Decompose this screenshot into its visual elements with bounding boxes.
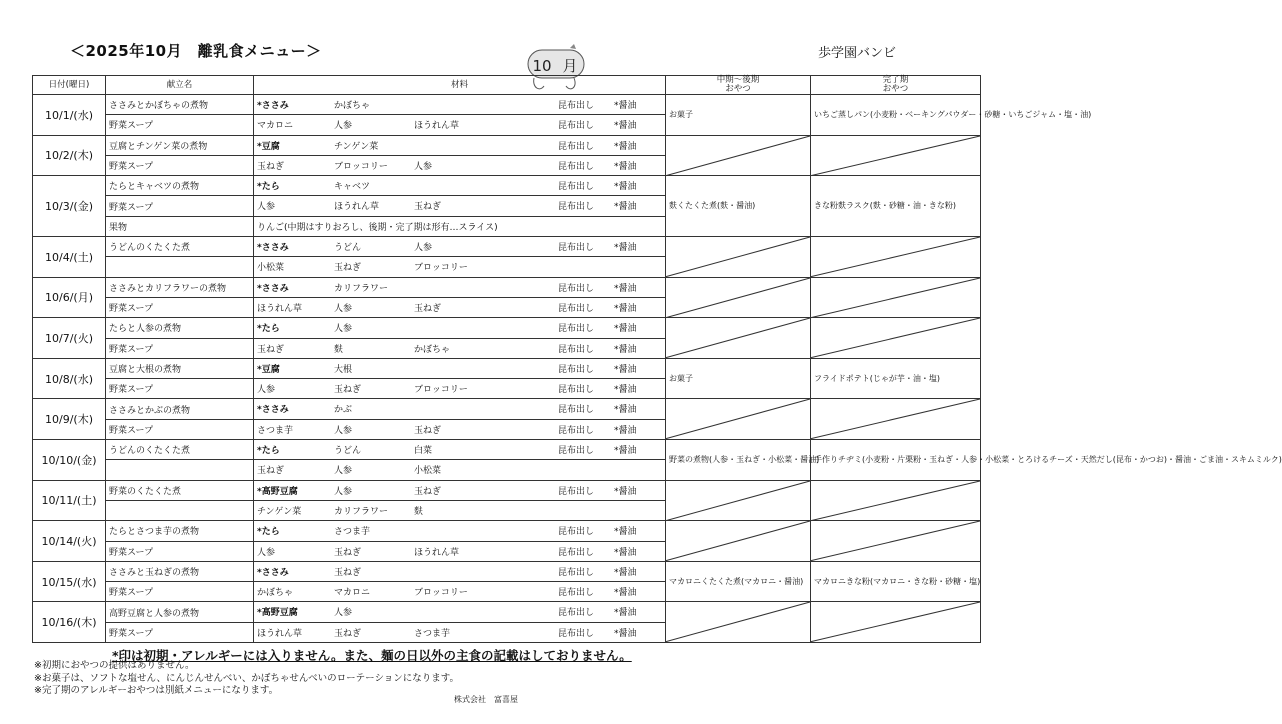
ingredient: 玉ねぎ bbox=[257, 466, 285, 477]
mid-snack-empty bbox=[666, 602, 811, 643]
seasoning-label: *醤油 bbox=[614, 202, 637, 213]
ingredient: 玉ねぎ bbox=[414, 486, 442, 497]
ingredients-cell bbox=[254, 318, 666, 338]
ingredient: カリフラワー bbox=[334, 283, 389, 294]
diagonal-line bbox=[666, 602, 810, 642]
ingredient: *たら bbox=[257, 324, 280, 335]
mid-snack-cell: お菓子 bbox=[666, 358, 811, 399]
ingredient: 人参 bbox=[257, 547, 276, 558]
ingredients-cell bbox=[254, 561, 666, 581]
dish-cell: 野菜スープ bbox=[106, 379, 254, 399]
ingredients-cell bbox=[254, 216, 666, 236]
diagonal-line bbox=[666, 237, 810, 277]
ingredient: ブロッコリー bbox=[414, 263, 468, 274]
ingredient: 人参 bbox=[257, 202, 276, 213]
mid-snack-empty bbox=[666, 521, 811, 562]
school-name: 歩学園バンビ bbox=[818, 46, 897, 61]
table-row bbox=[33, 318, 981, 338]
ingredient: 麩 bbox=[414, 506, 424, 517]
ingredient: *ささみ bbox=[257, 567, 289, 578]
seasoning-label: *醤油 bbox=[614, 364, 637, 375]
ingredient: かぼちゃ bbox=[334, 101, 371, 111]
dish-cell: 野菜のくたくた煮 bbox=[106, 480, 254, 500]
ingredient: 玉ねぎ bbox=[414, 202, 442, 213]
ingredients-cell bbox=[254, 115, 666, 135]
ingredient: さつま芋 bbox=[257, 425, 294, 436]
dish-cell: 豆腐とチンゲン菜の煮物 bbox=[106, 135, 254, 155]
dish-cell: 野菜スープ bbox=[106, 196, 254, 216]
ingredient: 人参 bbox=[334, 425, 353, 436]
date-cell: 10/11/(土) bbox=[33, 480, 106, 521]
seasoning-label: *醤油 bbox=[614, 527, 637, 538]
seasoning-label: *醤油 bbox=[614, 567, 637, 578]
ingredient: 玉ねぎ bbox=[334, 263, 362, 274]
badge-unit: 月 bbox=[562, 57, 578, 75]
diagonal-line bbox=[811, 318, 980, 358]
seasoning-label: *醤油 bbox=[614, 385, 637, 396]
ingredients-cell bbox=[254, 155, 666, 175]
seasoning-label: *醤油 bbox=[614, 303, 637, 314]
seasoning-label: *醤油 bbox=[614, 101, 637, 111]
table-row bbox=[33, 135, 981, 155]
mid-snack-cell: 麩くたくた煮(麩・醤油) bbox=[666, 176, 811, 237]
stock-label: 昆布出し bbox=[558, 283, 595, 294]
ingredient: *ささみ bbox=[257, 405, 289, 416]
late-snack-empty bbox=[811, 521, 981, 562]
ingredient: 玉ねぎ bbox=[414, 303, 442, 314]
ingredient: 玉ねぎ bbox=[334, 628, 362, 639]
ingredient: 人参 bbox=[334, 466, 353, 477]
date-cell: 10/9/(木) bbox=[33, 399, 106, 440]
ingredients-cell bbox=[254, 500, 666, 520]
stock-label: 昆布出し bbox=[558, 324, 595, 335]
stock-label: 昆布出し bbox=[558, 486, 595, 497]
seasoning-label: *醤油 bbox=[614, 141, 637, 152]
mid-snack-empty bbox=[666, 277, 811, 318]
ingredient: *高野豆腐 bbox=[257, 608, 298, 619]
stock-label: 昆布出し bbox=[558, 425, 595, 436]
notes-list bbox=[34, 660, 459, 698]
dish-cell: 野菜スープ bbox=[106, 155, 254, 175]
ingredients-cell bbox=[254, 297, 666, 317]
seasoning-label: *醤油 bbox=[614, 283, 637, 294]
stock-label: 昆布出し bbox=[558, 608, 595, 619]
ingredients-cell bbox=[254, 95, 666, 115]
stock-label: 昆布出し bbox=[558, 364, 595, 375]
ingredients-cell bbox=[254, 379, 666, 399]
ingredients-cell bbox=[254, 257, 666, 277]
late-snack-empty bbox=[811, 399, 981, 440]
mid-snack-empty bbox=[666, 318, 811, 359]
dish-cell bbox=[106, 257, 254, 277]
note-item: ※完了期のアレルギーおやつは別紙メニューになります。 bbox=[34, 685, 279, 696]
ingredient: さつま芋 bbox=[334, 527, 371, 538]
ingredient: ブロッコリー bbox=[414, 588, 468, 599]
seasoning-label: *醤油 bbox=[614, 608, 637, 619]
dish-cell: 野菜スープ bbox=[106, 582, 254, 602]
diagonal-line bbox=[666, 318, 810, 358]
date-cell: 10/2/(木) bbox=[33, 135, 106, 176]
header-ingredients: 材料 bbox=[254, 76, 666, 95]
stock-label: 昆布出し bbox=[558, 547, 595, 558]
stock-label: 昆布出し bbox=[558, 101, 595, 111]
late-snack-empty bbox=[811, 602, 981, 643]
mid-snack-cell: 野菜の煮物(人参・玉ねぎ・小松菜・醤油) bbox=[666, 440, 811, 481]
ingredient: *ささみ bbox=[257, 243, 289, 254]
dish-cell: うどんのくたくた煮 bbox=[106, 440, 254, 460]
seasoning-label: *醤油 bbox=[614, 324, 637, 335]
ingredient: *豆腐 bbox=[257, 141, 280, 152]
dish-cell bbox=[106, 500, 254, 520]
date-cell: 10/10/(金) bbox=[33, 440, 106, 481]
ingredient: *たら bbox=[257, 182, 280, 193]
ingredients-cell bbox=[254, 277, 666, 297]
ingredient: *ささみ bbox=[257, 101, 289, 111]
stock-label: 昆布出し bbox=[558, 121, 595, 132]
table-row bbox=[33, 237, 981, 257]
ingredients-cell bbox=[254, 358, 666, 378]
ingredient: チンゲン菜 bbox=[334, 141, 379, 152]
diagonal-line bbox=[811, 399, 980, 439]
dish-cell: たらと人参の煮物 bbox=[106, 318, 254, 338]
table-row bbox=[33, 358, 981, 378]
date-cell: 10/4/(土) bbox=[33, 237, 106, 278]
stock-label: 昆布出し bbox=[558, 385, 595, 396]
mid-snack-empty bbox=[666, 480, 811, 521]
ingredient: 小松菜 bbox=[257, 263, 285, 274]
ingredients-cell bbox=[254, 176, 666, 196]
dish-cell: 野菜スープ bbox=[106, 541, 254, 561]
seasoning-label: *醤油 bbox=[614, 405, 637, 416]
ingredient: チンゲン菜 bbox=[257, 506, 302, 517]
ingredient: 玉ねぎ bbox=[414, 425, 442, 436]
stock-label: 昆布出し bbox=[558, 344, 595, 355]
menu-table bbox=[32, 75, 1282, 643]
note-item: ※初期におやつの提供はありません。 bbox=[34, 660, 195, 671]
ingredient: ほうれん草 bbox=[334, 202, 380, 213]
stock-label: 昆布出し bbox=[558, 588, 595, 599]
diagonal-line bbox=[666, 278, 810, 318]
page-title: ＜2025年10月 離乳食メニュー＞ bbox=[70, 42, 322, 60]
mid-snack-empty bbox=[666, 135, 811, 176]
ingredient: 人参 bbox=[334, 608, 353, 619]
ingredient: ほうれん草 bbox=[257, 628, 303, 639]
dish-cell: 野菜スープ bbox=[106, 419, 254, 439]
ingredient: ブロッコリー bbox=[414, 385, 468, 396]
ingredient: *たら bbox=[257, 446, 280, 457]
ingredient: 人参 bbox=[257, 385, 276, 396]
ingredient: 玉ねぎ bbox=[334, 567, 362, 578]
dish-cell: 野菜スープ bbox=[106, 115, 254, 135]
diagonal-line bbox=[811, 602, 980, 642]
late-snack-cell: きな粉麩ラスク(麩・砂糖・油・きな粉) bbox=[811, 176, 981, 237]
ingredient: *ささみ bbox=[257, 283, 289, 294]
table-row bbox=[33, 95, 981, 115]
late-snack-cell: マカロニきな粉(マカロニ・きな粉・砂糖・塩) bbox=[811, 561, 981, 602]
ingredient: かぶ bbox=[334, 405, 353, 416]
seasoning-label: *醤油 bbox=[614, 425, 637, 436]
dish-cell: ささみとかぼちゃの煮物 bbox=[106, 95, 254, 115]
ingredients-cell bbox=[254, 521, 666, 541]
seasoning-label: *醤油 bbox=[614, 486, 637, 497]
ingredient: 人参 bbox=[334, 486, 353, 497]
stock-label: 昆布出し bbox=[558, 182, 595, 193]
header-dish: 献立名 bbox=[106, 76, 254, 95]
date-cell: 10/7/(火) bbox=[33, 318, 106, 359]
ingredient: 人参 bbox=[414, 161, 433, 172]
ingredient: *高野豆腐 bbox=[257, 486, 298, 497]
table-row bbox=[33, 521, 981, 541]
diagonal-line bbox=[811, 481, 980, 521]
diagonal-line bbox=[811, 237, 980, 277]
mid-snack-cell: お菓子 bbox=[666, 95, 811, 136]
seasoning-label: *醤油 bbox=[614, 588, 637, 599]
ingredient: かぼちゃ bbox=[257, 588, 294, 599]
diagonal-line bbox=[811, 136, 980, 176]
ingredient: *たら bbox=[257, 527, 280, 538]
ingredient: 麩 bbox=[334, 344, 344, 355]
table-row bbox=[33, 440, 981, 460]
date-cell: 10/16/(木) bbox=[33, 602, 106, 643]
dish-cell: たらとさつま芋の煮物 bbox=[106, 521, 254, 541]
seasoning-label: *醤油 bbox=[614, 243, 637, 254]
ingredient: 大根 bbox=[334, 364, 353, 375]
late-snack-empty bbox=[811, 237, 981, 278]
late-snack-empty bbox=[811, 277, 981, 318]
date-cell: 10/8/(水) bbox=[33, 358, 106, 399]
date-cell: 10/1/(水) bbox=[33, 95, 106, 136]
diagonal-line bbox=[666, 481, 810, 521]
table-row bbox=[33, 480, 981, 500]
dish-cell: 高野豆腐と人参の煮物 bbox=[106, 602, 254, 622]
header-date: 日付(曜日) bbox=[33, 76, 106, 95]
ingredient: 玉ねぎ bbox=[334, 385, 362, 396]
date-cell: 10/3/(金) bbox=[33, 176, 106, 237]
ingredient: 人参 bbox=[334, 121, 353, 132]
stock-label: 昆布出し bbox=[558, 161, 595, 172]
badge-number: 10 bbox=[532, 57, 552, 75]
ingredients-cell bbox=[254, 419, 666, 439]
ingredient: マカロニ bbox=[257, 121, 294, 132]
late-snack-cell: いちご蒸しパン(小麦粉・ベーキングパウダー・砂糖・いちごジャム・塩・油) bbox=[811, 95, 981, 136]
ingredient: 玉ねぎ bbox=[257, 344, 285, 355]
date-cell: 10/14/(火) bbox=[33, 521, 106, 562]
ingredient: 人参 bbox=[414, 243, 433, 254]
stock-label: 昆布出し bbox=[558, 202, 595, 213]
ingredients-cell bbox=[254, 582, 666, 602]
ingredient: カリフラワー bbox=[334, 506, 389, 517]
ingredient: うどん bbox=[334, 446, 362, 457]
table-row bbox=[33, 176, 981, 196]
seasoning-label: *醤油 bbox=[614, 446, 637, 457]
late-snack-cell: フライドポテト(じゃが芋・油・塩) bbox=[811, 358, 981, 399]
ingredient: ほうれん草 bbox=[414, 547, 460, 558]
ingredients-cell bbox=[254, 196, 666, 216]
late-snack-empty bbox=[811, 135, 981, 176]
dish-cell: 果物 bbox=[106, 216, 254, 236]
table-row bbox=[33, 399, 981, 419]
ingredient: 人参 bbox=[334, 303, 353, 314]
seasoning-label: *醤油 bbox=[614, 344, 637, 355]
dish-cell: ささみとカリフラワーの煮物 bbox=[106, 277, 254, 297]
diagonal-line bbox=[666, 136, 810, 176]
date-cell: 10/6/(月) bbox=[33, 277, 106, 318]
ingredient: ほうれん草 bbox=[414, 121, 460, 132]
diagonal-line bbox=[811, 521, 980, 561]
seasoning-label: *醤油 bbox=[614, 628, 637, 639]
dish-cell bbox=[106, 460, 254, 480]
dish-cell: 豆腐と大根の煮物 bbox=[106, 358, 254, 378]
dish-cell: ささみとかぶの煮物 bbox=[106, 399, 254, 419]
ingredient: ほうれん草 bbox=[257, 303, 303, 314]
diagonal-line bbox=[666, 521, 810, 561]
diagonal-line bbox=[811, 278, 980, 318]
ingredient: 白菜 bbox=[414, 446, 433, 457]
table-row bbox=[33, 277, 981, 297]
table-row bbox=[33, 602, 981, 622]
ingredients-cell bbox=[254, 460, 666, 480]
ingredient: 小松菜 bbox=[414, 466, 442, 477]
ingredient: マカロニ bbox=[334, 588, 371, 599]
ingredient: *豆腐 bbox=[257, 364, 280, 375]
ingredients-cell bbox=[254, 237, 666, 257]
ingredients-cell bbox=[254, 480, 666, 500]
seasoning-label: *醤油 bbox=[614, 161, 637, 172]
stock-label: 昆布出し bbox=[558, 567, 595, 578]
ingredient: ブロッコリー bbox=[334, 161, 388, 172]
ingredients-cell bbox=[254, 622, 666, 642]
ingredient: 人参 bbox=[334, 324, 353, 335]
mid-snack-empty bbox=[666, 399, 811, 440]
ingredient-note: りんご(中期はすりおろし、後期・完了期は形有…スライス) bbox=[257, 222, 498, 233]
dish-cell: うどんのくたくた煮 bbox=[106, 237, 254, 257]
ingredient: 玉ねぎ bbox=[257, 161, 285, 172]
ingredients-cell bbox=[254, 338, 666, 358]
date-cell: 10/15/(水) bbox=[33, 561, 106, 602]
ingredient: キャベツ bbox=[334, 182, 371, 193]
stock-label: 昆布出し bbox=[558, 303, 595, 314]
ingredients-cell bbox=[254, 440, 666, 460]
allergy-note: *印は初期・アレルギーには入りません。また、麺の日以外の主食の記載はしておりません。 bbox=[112, 648, 632, 663]
mid-snack-empty bbox=[666, 237, 811, 278]
dish-cell: 野菜スープ bbox=[106, 297, 254, 317]
ingredients-cell bbox=[254, 541, 666, 561]
stock-label: 昆布出し bbox=[558, 527, 595, 538]
header-mid-snack: 中期～後期 おやつ bbox=[666, 76, 811, 95]
ingredient: うどん bbox=[334, 243, 362, 254]
stock-label: 昆布出し bbox=[558, 243, 595, 254]
company-footer: 株式会社 富喜屋 bbox=[454, 695, 518, 704]
ingredients-cell bbox=[254, 399, 666, 419]
dish-cell: 野菜スープ bbox=[106, 622, 254, 642]
ingredient: さつま芋 bbox=[414, 628, 451, 639]
late-snack-empty bbox=[811, 318, 981, 359]
stock-label: 昆布出し bbox=[558, 628, 595, 639]
note-item: ※お菓子は、ソフトな塩せん、にんじんせんべい、かぼちゃせんべいのローテーションになります。 bbox=[34, 672, 460, 684]
table-row bbox=[33, 561, 981, 581]
seasoning-label: *醤油 bbox=[614, 121, 637, 132]
diagonal-line bbox=[666, 399, 810, 439]
dish-cell: ささみと玉ねぎの煮物 bbox=[106, 561, 254, 581]
ingredient: 玉ねぎ bbox=[334, 547, 362, 558]
ingredients-cell bbox=[254, 135, 666, 155]
header-late-snack: 完了期 おやつ bbox=[811, 76, 981, 95]
ingredients-cell bbox=[254, 602, 666, 622]
stock-label: 昆布出し bbox=[558, 446, 595, 457]
seasoning-label: *醤油 bbox=[614, 547, 637, 558]
dish-cell: たらとキャベツの煮物 bbox=[106, 176, 254, 196]
seasoning-label: *醤油 bbox=[614, 182, 637, 193]
stock-label: 昆布出し bbox=[558, 405, 595, 416]
late-snack-cell: 手作りチヂミ(小麦粉・片栗粉・玉ねぎ・人参・小松菜・とろけるチーズ・天然だし(昆布・かつお)・醤油・ごま油・スキムミルク) bbox=[811, 440, 981, 481]
mid-snack-cell: マカロニくたくた煮(マカロニ・醤油) bbox=[666, 561, 811, 602]
dish-cell: 野菜スープ bbox=[106, 338, 254, 358]
late-snack-empty bbox=[811, 480, 981, 521]
ingredient: かぼちゃ bbox=[414, 344, 451, 355]
stock-label: 昆布出し bbox=[558, 141, 595, 152]
